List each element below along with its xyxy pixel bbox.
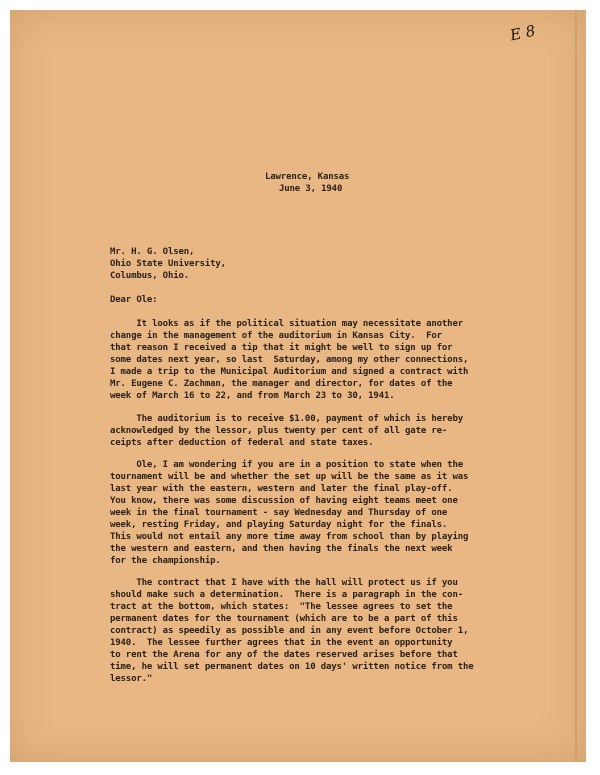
heading-date: June 3, 1940 <box>279 184 343 194</box>
p2-line: ceipts after deduction of federal and state taxes. <box>110 438 374 448</box>
p3-line: This would not entail any more time away from school than by playing <box>110 532 469 542</box>
p4-line: time, he will set permanent dates on 10 days' written notice from the <box>110 662 474 672</box>
scan-edge <box>575 10 577 762</box>
heading-city: Lawrence, Kansas <box>265 172 350 182</box>
p4-line: to rent the Arena for any of the dates reserved arises before that <box>110 650 458 660</box>
p1-line: I made a trip to the Municipal Auditorium and signed a contract with <box>110 367 469 377</box>
p1-line: Mr. Eugene C. Zachman, the manager and director, for dates of the <box>110 379 453 389</box>
p4-line: The contract that I have with the hall will protect us if you <box>110 578 458 588</box>
salutation: Dear Ole: <box>110 295 158 305</box>
p1-line: change in the management of the auditorium in Kansas City. For <box>110 331 442 341</box>
p3-line: week in the final tournament - say Wednesday and Thursday of one <box>110 508 448 518</box>
p1-line: It looks as if the political situation may necessitate another <box>110 319 463 329</box>
p1-line: some dates next year, so last Saturday, among my other connections, <box>110 355 469 365</box>
p4-line: should make such a determination. There is a paragraph in the con- <box>110 590 463 600</box>
p3-line: last year with the eastern, western and later the final play-off. <box>110 484 453 494</box>
p3-line: for the championship. <box>110 556 221 566</box>
p3-line: Ole, I am wondering if you are in a position to state when the <box>110 460 463 470</box>
p4-line: permanent dates for the tournament (which are to be a part of this <box>110 614 458 624</box>
address-name: Mr. H. G. Olsen, <box>110 247 195 257</box>
p2-line: acknowledged by the lessor, plus twenty per cent of all gate re- <box>110 426 448 436</box>
p3-line: the western and eastern, and then having the finals the next week <box>110 544 453 554</box>
p4-line: lessor." <box>110 674 153 684</box>
p4-line: tract at the bottom, which states: "The lessee agrees to set the <box>110 602 453 612</box>
p3-line: week, resting Friday, and playing Saturday night for the finals. <box>110 520 448 530</box>
address-university: Ohio State University, <box>110 259 226 269</box>
p1-line: week of March 16 to 22, and from March 23 to 30, 1941. <box>110 391 395 401</box>
corner-mark: E 8 <box>508 21 537 45</box>
p3-line: tournament will be and whether the set up will be the same as it was <box>110 472 469 482</box>
p3-line: You know, there was some discussion of having eight teams meet one <box>110 496 458 506</box>
address-city: Columbus, Ohio. <box>110 271 190 281</box>
p4-line: 1940. The lessee further agrees that in the event an opportunity <box>110 638 453 648</box>
p1-line: that reason I received a tip that it might be well to sign up for <box>110 343 453 353</box>
p4-line: contract) as speedily as possible and in any event before October 1, <box>110 626 469 636</box>
p2-line: The auditorium is to receive $1.00, payment of which is hereby <box>110 414 463 424</box>
